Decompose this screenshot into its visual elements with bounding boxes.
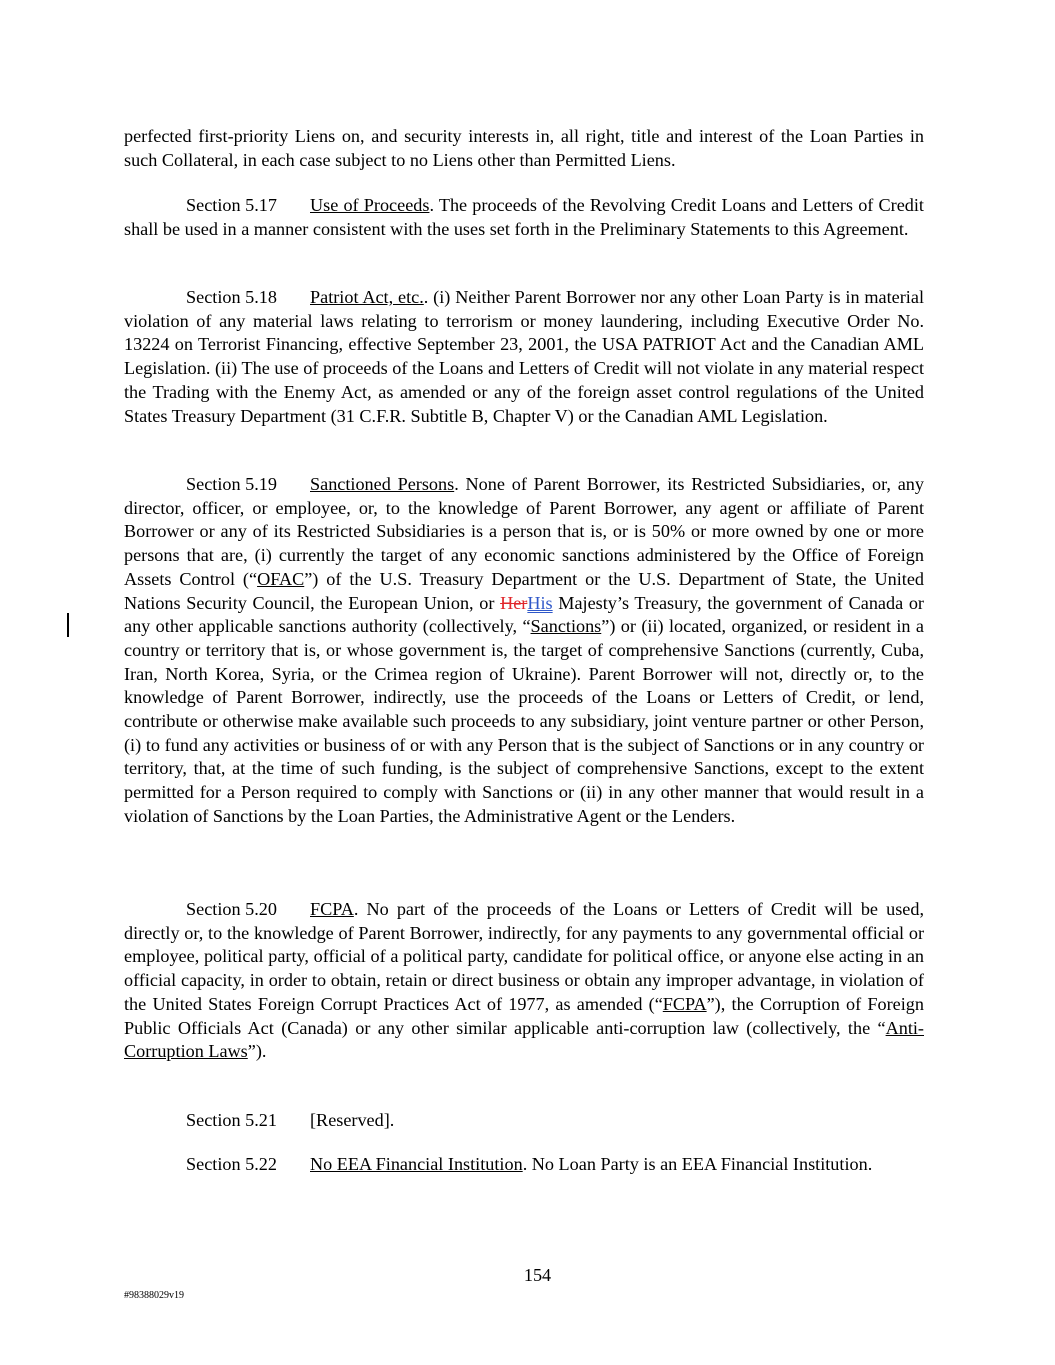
paragraph-continued (124, 125, 924, 172)
defined-term-fcpa: FCPA (662, 993, 707, 1014)
section-heading: Sanctioned Persons (310, 474, 455, 494)
section-5-19 (124, 473, 924, 829)
section-body-b: ”), the Corruption of Foreign Public Officials Act (Canada) or any other similar applicable anti-corruption law (collectively, the “ (124, 993, 924, 1038)
section-body: . The proceeds of the Revolving Credit Loans and Letters of Credit shall be used in a manner consistent with the uses set forth in the Preliminary Statements to this Agreement. (124, 195, 924, 239)
defined-term-sanctions: Sanctions (530, 616, 602, 637)
section-5-17 (124, 194, 924, 241)
section-body-c: Majesty’s Treasury, the government of Canada or any other applicable sanctions authority (collectively, “ (124, 592, 924, 637)
section-heading: No EEA Financial Institution (310, 1154, 523, 1174)
section-5-20 (124, 898, 924, 1064)
section-5-22 (124, 1153, 924, 1177)
tracked-insertion: His (527, 592, 553, 613)
section-body-b: ”) of the U.S. Treasury Department or the U.S. Department of State, the United Nations Security Council, the European Union, or (124, 568, 925, 613)
section-body: . No Loan Party is an EEA Financial Institution. (522, 1154, 873, 1174)
section-number: Section 5.20 (186, 899, 277, 919)
section-body-a: . None of Parent Borrower, its Restricted Subsidiaries, or, any director, officer, or employee, or, to the knowledge of Parent Borrower, any agent or affiliate of Parent Borrower or any of its Restricted Subsidiaries is a person that is, or is 50% or more owned by one or more persons that are, (i) currently the target of any economic sanctions administered by the Office of Foreign Assets Control (“ (124, 474, 924, 589)
paragraph-continued-text: perfected first-priority Liens on, and security interests in, all right, title and interest of the Loan Parties in such Collateral, in each case subject to no Liens other than Permitted Liens. (124, 126, 924, 170)
defined-term-anti-corruption-laws: Anti-Corruption Laws (124, 1017, 924, 1062)
tracked-deletion: Her (500, 592, 528, 613)
defined-term-ofac: OFAC (257, 568, 305, 589)
section-body-c: ”). (247, 1041, 267, 1062)
section-5-21 (124, 1109, 924, 1133)
section-body-a: . No part of the proceeds of the Loans or Letters of Credit will be used, directly or, to the knowledge of Parent Borrower, indirectly, for any payments to any governmental official or employee, political party, official of a political party, candidate for political office, or anyone else acting in an official capacity, in order to obtain, retain or direct business or obtain any improper advantage, in violation of the United States Foreign Corrupt Practices Act of 1977, as amended (“ (124, 899, 924, 1014)
section-number: Section 5.18 (186, 287, 277, 307)
section-heading: Use of Proceeds (310, 195, 430, 215)
document-id: #98388029v19 (124, 1290, 184, 1301)
section-number: Section 5.21 (186, 1110, 277, 1130)
section-number: Section 5.17 (186, 195, 277, 215)
section-body: [Reserved]. (310, 1110, 395, 1130)
section-number: Section 5.19 (186, 474, 277, 494)
section-body: . (i) Neither Parent Borrower nor any other Loan Party is in material violation of any material laws relating to terrorism or money laundering, including Executive Order No. 13224 on Terrorist Financing, effective September 23, 2001, the USA PATRIOT Act and the Canadian AML Legislation. (ii) The use of proceeds of the Loans and Letters of Credit will not violate in any material respect the Trading with the Enemy Act, as amended or any of the foreign asset control regulations of the United States Treasury Department (31 C.F.R. Subtitle B, Chapter V) or the Canadian AML Legislation. (124, 287, 924, 426)
revision-change-bar (67, 613, 69, 637)
page-number: 154 (523, 1265, 552, 1285)
section-body-d: ”) or (ii) located, organized, or resident in a country or territory that is, or whose government is, the target of comprehensive Sanctions (currently, Cuba, Iran, North Korea, Syria, or the Crimea region of Ukraine). Parent Borrower will not, directly or, to the knowledge of Parent Borrower, indirectly, use the proceeds of the Loans or Letters of Credit, or lend, contribute or otherwise make available such proceeds to any subsidiary, joint venture partner or other Person, (i) to fund any activities or business of or with any Person that is the subject of Sanctions or in any country or territory, that, at the time of such funding, is the subject of comprehensive Sanctions, except to the extent permitted for a Person required to comply with Sanctions or (ii) in any other manner that would result in a violation of Sanctions by the Loan Parties, the Administrative Agent or the Lenders. (124, 616, 924, 826)
section-heading: FCPA (310, 899, 354, 919)
section-heading: Patriot Act, etc. (310, 287, 424, 307)
section-5-18 (124, 286, 924, 428)
section-number: Section 5.22 (186, 1154, 277, 1174)
